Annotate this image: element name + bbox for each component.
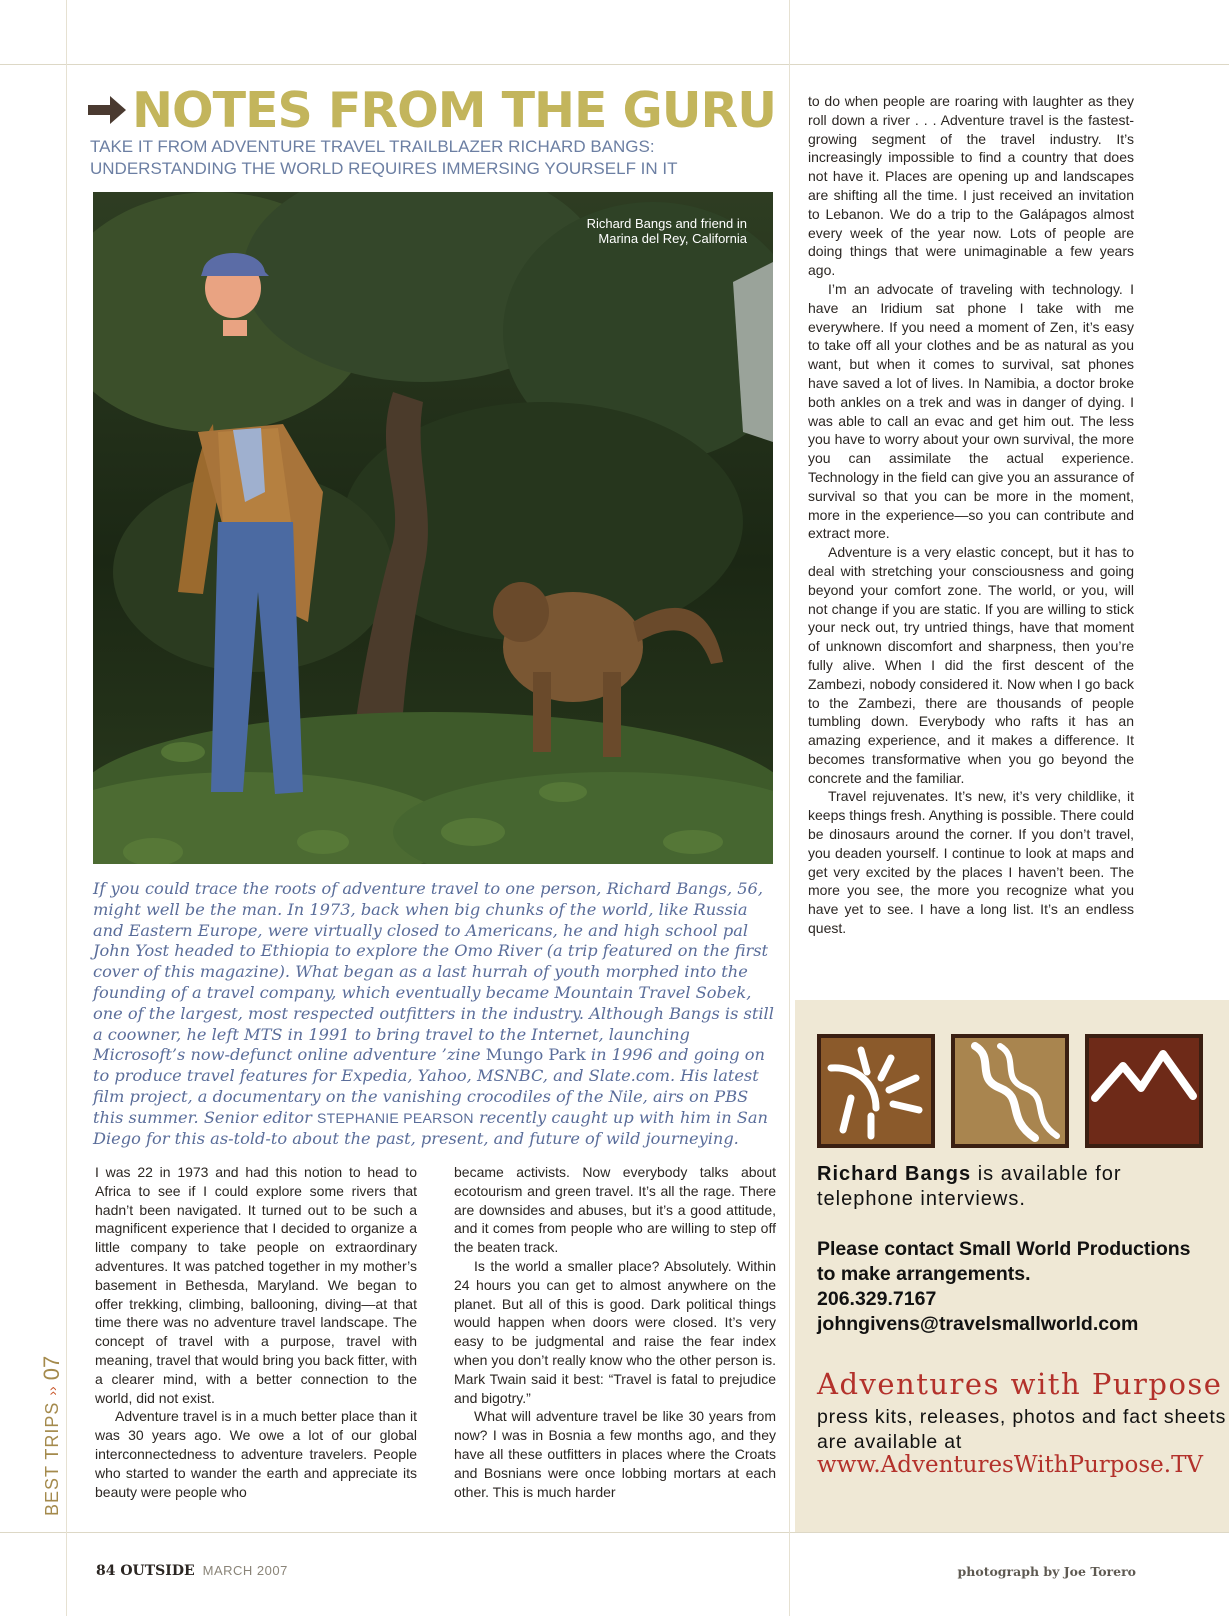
column-rule	[789, 0, 790, 1616]
body-column-2	[454, 1163, 776, 1501]
ad-email: johngivens@travelsmallworld.com	[817, 1313, 1139, 1335]
chevron-icon: ››	[44, 1386, 60, 1396]
paragraph: Adventure travel is in a much better place than it was 30 years ago. We owe a lot of our global interconnectedness to adventure travelers. People who started to wander the earth and appreciate its beauty were people who	[95, 1408, 417, 1500]
sun-icon	[817, 1034, 935, 1148]
intro-mungo-park: Mungo Park	[485, 1045, 586, 1065]
ad-contact-line-2: to make arrangements.	[817, 1263, 1031, 1285]
ad-brand: Adventures with Purpose	[817, 1367, 1223, 1401]
paragraph: I was 22 in 1973 and had this notion to head to Africa to see if I could explore some rivers that hadn’t been navigated. It turned out to be such a magnificent experience that I decided to organize a little company to take people on extraordinary adventures. It was patched together in my mother’s basement in Bethesda, Maryland. We began to offer trekking, climbing, ballooning, diving—at that time there was no adventure travel landscape. The concept of travel with a purpose, travel with meaning, travel that would bring you back fitter, with a clearer mind, with a better connection to the world, did not exist.	[95, 1164, 417, 1406]
intro-text-2: in 1996 and going on to produce travel features for Expedia, Yahoo, MSNBC, and Slate.com. His latest film project, a documentary on the vanishing crocodiles of the Nile, airs on PBS this summer. Senior editor	[93, 1045, 765, 1127]
intro-text-1: If you could trace the roots of adventure travel to one person, Richard Bangs, 56, might well be the man. In 1973, back when big chunks of the world, like Russia and Eastern Europe, were virtually closed to Americans, he and high school pal John Yost headed to Ethiopia to explore the Omo River (a trip featured on the first cover of this magazine). What began as a last hurrah of youth morphed into the founding of a travel company, which eventually became Mountain Travel Sobek, one of the largest, most respected outfitters in the industry. Although Bangs is still a coowner, he left MTS in 1991 to bring travel to the Internet, launching Microsoft’s now-defunct online adventure ’zine	[93, 879, 774, 1065]
ad-contact-line-1: Please contact Small World Productions	[817, 1238, 1191, 1260]
photo-caption: Richard Bangs and friend in Marina del Rey, California	[586, 216, 747, 246]
paragraph: became activists. Now everybody talks about ecotourism and green travel. It’s all the rage. There are downsides and abuses, but it’s a good attitude, and it comes from people who are willing to step off the beaten track.	[454, 1164, 776, 1256]
section-tag	[37, 1336, 67, 1516]
river-icon	[951, 1034, 1069, 1148]
intro-paragraph	[93, 879, 783, 1149]
right-arrow-icon	[86, 93, 128, 127]
paragraph: I’m an advocate of traveling with technology. I have an Iridium sat phone I take with me everywhere. If you need a moment of Zen, it’s easy to take off all your clothes and be as natural as you want, but when it comes to survival, sat phones have saved a lot of lives. In Namibia, a doctor broke both ankles on a trek and was in danger of dying. I was able to call an evac and get him out. The less you have to worry about your own survival, the more you can assimilate the actual experience. Technology in the field can give you an assurance of survival so that you can be more in the moment, more in the experience—so you can contribute and extract more.	[808, 280, 1134, 542]
paragraph: Is the world a smaller place? Absolutely. Within 24 hours you can get to almost anywhere on the planet. But all of this is good. Dark political things would happen when doors were closed. It’s very easy to be judgmental and raise the fear index when you don’t really know who the other person is. Mark Twain said it best: “Travel is fatal to prejudice and bigotry.”	[454, 1257, 776, 1406]
page-number-magazine: 84 OUTSIDE	[96, 1563, 195, 1579]
photo-credit: photograph by Joe Torero	[957, 1564, 1136, 1579]
paragraph: Travel rejuvenates. It’s new, it’s very childlike, it keeps things fresh. Anything is possible. There could be dinosaurs around the corner. If you don’t travel, you deaden yourself. I continue to look at maps and get very excited by the places I haven’t been. The more you see, the more you recognize what you have yet to see. I have a long list. It’s an endless quest.	[808, 788, 1134, 937]
headline	[86, 80, 776, 140]
ad-logo-tiles	[817, 1034, 1203, 1148]
paragraph: Adventure is a very elastic concept, but it has to deal with stretching your consciousness and going beyond your comfort zone. The world, or you, will not change if you are static. If you are willing to stick your neck out, try untried things, have that moment of unknown discomfort and sharpness, then you’re fully alive. When I did the first descent of the Zambezi, nobody considered it. Now when I go back to the Zambezi, there are thousands of people tumbling down. Everybody who rafts it has an amazing experience, and it makes a difference. It becomes transformative when you go beyond the concrete and the familiar.	[808, 544, 1134, 786]
dek-line-1: TAKE IT FROM ADVENTURE TRAVEL TRAILBLAZER RICHARD BANGS:	[90, 137, 655, 156]
body-column-3	[808, 92, 1134, 938]
body-column-1	[95, 1163, 417, 1501]
bottom-rule	[0, 1532, 1229, 1533]
page-folio	[96, 1563, 288, 1579]
paragraph: to do when people are roaring with laughter as they roll down a river . . . Adventure travel is the fastest-growing segment of the travel industry. It’s increasingly impossible to find a country that does not have it. Places are opening up and landscapes are shifting all the time. I just received an invitation to Lebanon. We do a trip to the Galápagos almost every week of the year now. Lots of people are doing things that were unimaginable a few years ago.	[808, 93, 1134, 279]
ad-availability-text: is available for telephone interviews.	[817, 1163, 1122, 1210]
section-number: 07	[39, 1355, 64, 1381]
ad-url: www.AdventuresWithPurpose.TV	[817, 1452, 1204, 1478]
top-rule	[0, 64, 1229, 65]
headline-title: NOTES FROM THE GURU	[132, 81, 777, 139]
photo-illustration	[93, 192, 773, 864]
ad-availability	[817, 1162, 1217, 1212]
ad-kits-text: press kits, releases, photos and fact sheets are available at	[817, 1406, 1227, 1453]
feature-photo	[93, 192, 773, 864]
ad-phone: 206.329.7167	[817, 1288, 937, 1310]
intro-text-3: recently caught up with him in San Diego for this as-told-to about the past, present, and future of wild journeying.	[93, 1107, 768, 1148]
intro-editor-name: STEPHANIE PEARSON	[317, 1109, 474, 1126]
ad-contact-block	[817, 1237, 1227, 1337]
dek-line-2: UNDERSTANDING THE WORLD REQUIRES IMMERSING YOURSELF IN IT	[90, 159, 678, 178]
dek	[90, 136, 770, 180]
ad-person-name: Richard Bangs	[817, 1163, 972, 1185]
mountain-icon	[1085, 1034, 1203, 1148]
issue-date: MARCH 2007	[202, 1563, 288, 1578]
advertisement	[795, 1000, 1229, 1532]
paragraph: What will adventure travel be like 30 years from now? I was in Bosnia a few months ago, and they have all these outfitters in places where the Croats and Bosnians were once lobbing mortars at each other. This is much harder	[454, 1408, 776, 1500]
section-label: BEST TRIPS	[41, 1401, 62, 1516]
